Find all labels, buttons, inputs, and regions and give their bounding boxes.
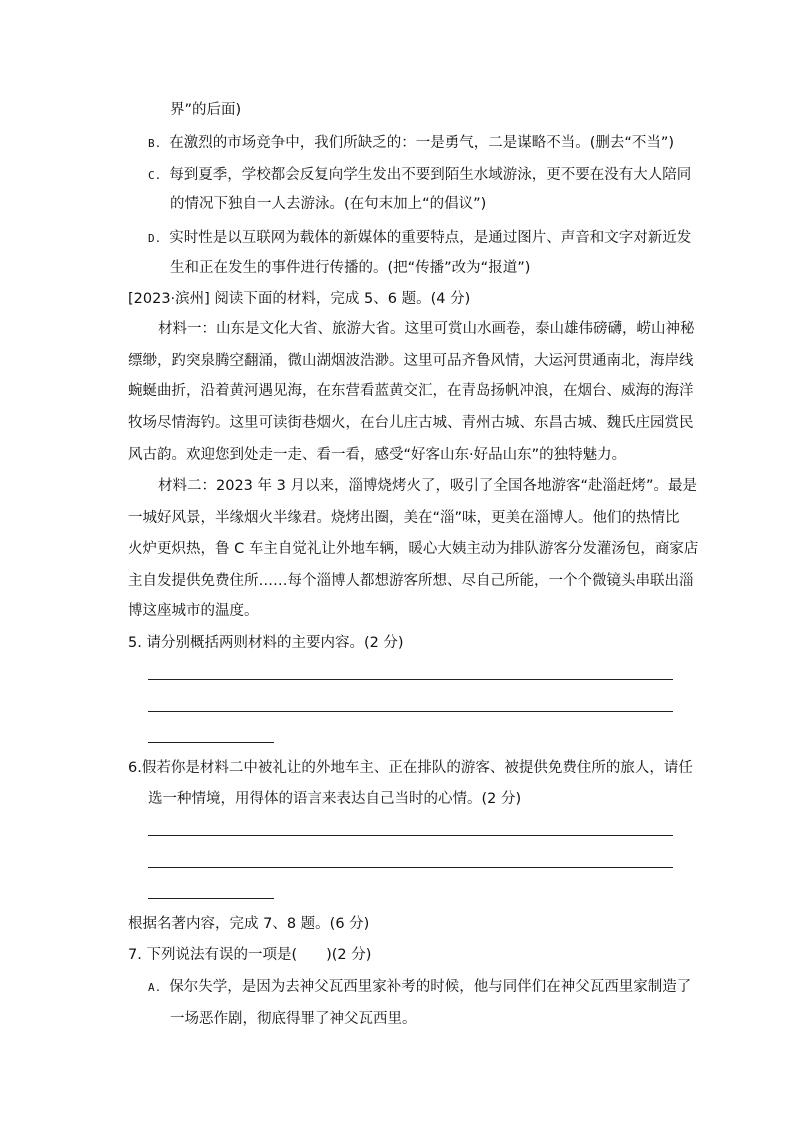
material1-line: 牧场尽情海钓。这里可读街巷烟火，在台儿庄古城、青州古城、东昌古城、魏氏庄园赏民	[128, 415, 694, 431]
option-b-letter: B.	[148, 137, 162, 150]
answer-line[interactable]	[148, 711, 673, 712]
q7-option-a-line1	[148, 977, 691, 998]
q7-option-a-line2: 一场恶作剧，彻底得罪了神父瓦西里。	[170, 1011, 417, 1027]
option-c-line1	[148, 165, 691, 186]
material2-line: 材料二：2023 年 3 月以来，淄博烧烤火了，吸引了全国各地游客“赴淄赶烤”。最是	[158, 478, 697, 494]
option-d-line1	[148, 228, 691, 249]
option-b	[148, 133, 674, 154]
option-d-line2: 生和正在发生的事件进行传播的。(把“传播”改为“报道”)	[170, 260, 531, 276]
answer-line[interactable]	[148, 835, 673, 836]
question-6-line1: 6.假若你是材料二中被礼让的外地车主、正在排队的游客、被提供免费住所的旅人，请任	[128, 760, 693, 776]
section-intro-binzhou: [2023·滨州] 阅读下面的材料，完成 5、6 题。(4 分)	[128, 291, 471, 307]
question-7: 7. 下列说法有误的一项是( )(2 分)	[128, 947, 372, 963]
answer-line[interactable]	[148, 742, 274, 743]
section-intro-classics: 根据名著内容，完成 7、8 题。(6 分)	[128, 916, 370, 932]
q7-option-a-letter: A.	[148, 981, 162, 994]
q7-option-a-text-1: 保尔失学，是因为去神父瓦西里家补考的时候，他与同伴们在神父瓦西里家制造了	[169, 979, 692, 995]
material1-line: 风古韵。欢迎您到处走一走、看一看，感受“好客山东·好品山东”的独特魅力。	[128, 447, 627, 463]
material1-line: 蜿蜒曲折，沿着黄河遇见海，在东营看蓝黄交汇，在青岛扬帆冲浪，在烟台、威海的海洋	[128, 383, 694, 399]
option-b-text: 在激烈的市场竞争中，我们所缺乏的：一是勇气，二是谋略不当。(删去“不当”)	[169, 135, 675, 151]
option-d-text-1: 实时性是以互联网为载体的新媒体的重要特点，是通过图片、声音和文字对新近发	[169, 230, 692, 246]
material1-line: 材料一：山东是文化大省、旅游大省。这里可赏山水画卷，泰山雄伟磅礴，崂山神秘	[158, 321, 695, 337]
question-6-line2: 选一种情境，用得体的语言来表达自己当时的心情。(2 分)	[148, 791, 522, 807]
option-d-letter: D.	[148, 232, 162, 245]
answer-line[interactable]	[148, 867, 673, 868]
question-5: 5. 请分别概括两则材料的主要内容。(2 分)	[128, 635, 404, 651]
material2-line: 一城好风景，半缘烟火半缘君。烧烤出圈，美在“淄”味，更美在淄博人。他们的热情比	[128, 510, 680, 526]
material2-line: 主自发提供免费住所……每个淄博人都想游客所想、尽自己所能，一个个微镜头串联出淄	[128, 573, 694, 589]
option-c-letter: C.	[148, 169, 162, 182]
material2-line: 火炉更炽热，鲁 C 车主自觉礼让外地车辆，暖心大姨主动为排队游客分发灌汤包，商家店	[128, 541, 699, 557]
option-c-line2: 的情况下独自一人去游泳。(在句末加上“的倡议”)	[170, 196, 487, 212]
answer-line[interactable]	[148, 898, 274, 899]
material2-line: 博这座城市的温度。	[128, 603, 259, 619]
answer-line[interactable]	[148, 679, 673, 680]
option-c-text-1: 每到夏季，学校都会反复向学生发出不要到陌生水域游泳，更不要在没有大人陪同	[169, 167, 692, 183]
option-a-continuation: 界”的后面)	[170, 102, 242, 118]
material1-line: 缥缈，趵突泉腾空翻涌，微山湖烟波浩渺。这里可品齐鲁风情，大运河贯通南北，海岸线	[128, 353, 694, 369]
